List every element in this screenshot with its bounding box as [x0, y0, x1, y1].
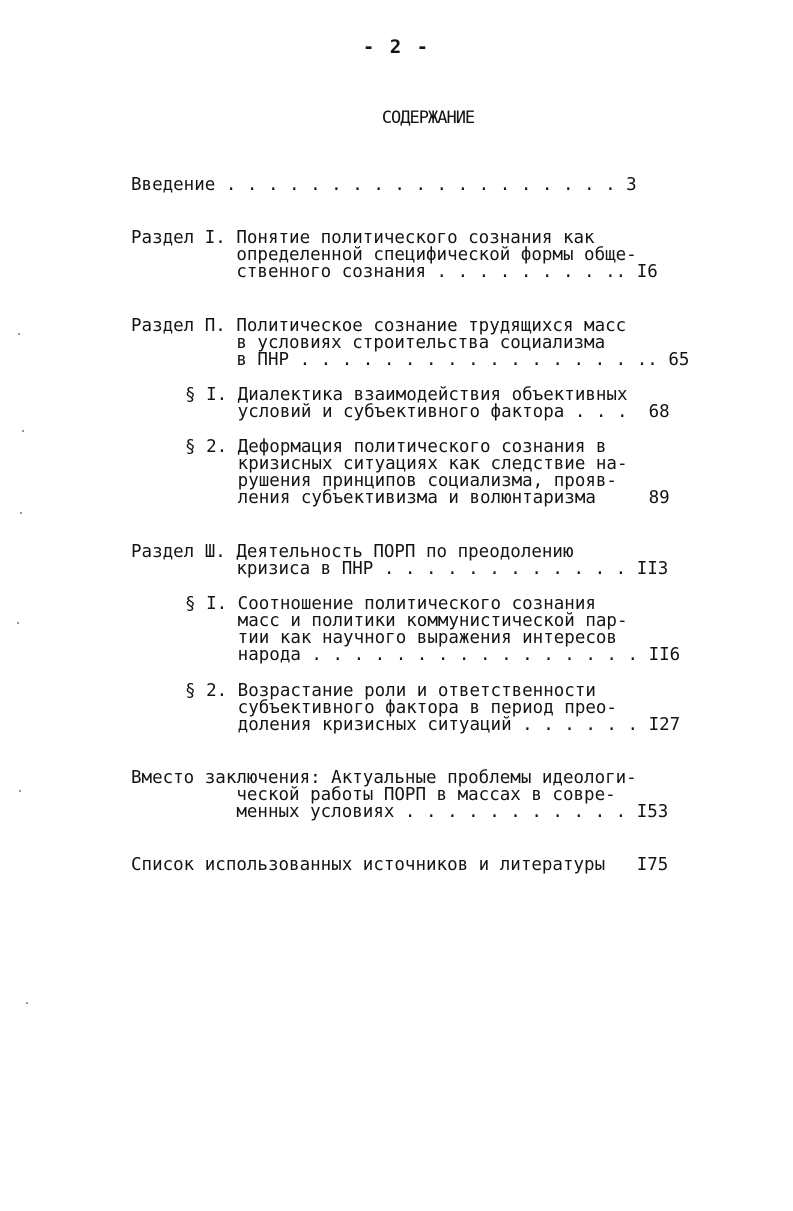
toc-entry-subsection-2-2-line-3: рушения принципов социализма, прояв-	[185, 471, 617, 491]
toc-entry-subsection-3-1-line-4: народа . . . . . . . . . . . . . . . . II6	[185, 645, 681, 665]
toc-entry-subsection-2-1-line-1: § I. Диалектика взаимодействия объективных	[185, 385, 628, 405]
page-number: - 2 -	[362, 36, 431, 58]
toc-entry-subsection-3-2-line-2: субъективного фактора в период прео-	[185, 698, 617, 718]
contents-heading: СОДЕРЖАНИЕ	[381, 108, 475, 128]
scan-speck	[17, 622, 19, 624]
toc-entry-section-2-line-1: Раздел П. Политическое сознание трудящихся масс	[131, 316, 627, 336]
toc-entry-section-1-line-1: Раздел I. Понятие политического сознания как	[131, 228, 595, 248]
toc-entry-section-3-line-1: Раздел Ш. Деятельность ПОРП по преодолению	[131, 542, 574, 562]
toc-entry-subsection-2-2-line-1: § 2. Деформация политического сознания в	[185, 437, 607, 457]
toc-entry-conclusion-line-2: ческой работы ПОРП в массах в совре-	[131, 785, 616, 805]
toc-entry-subsection-2-2-line-4: ления субъективизма и волюнтаризма 89	[185, 488, 670, 508]
scan-speck	[22, 430, 24, 432]
toc-entry-subsection-3-1-line-2: масс и политики коммунистической пар-	[185, 611, 628, 631]
toc-entry-bibliography: Список использованных источников и литературы I75	[131, 855, 669, 875]
toc-entry-conclusion-line-1: Вместо заключения: Актуальные проблемы идеологи-	[131, 768, 637, 788]
scan-speck	[26, 1002, 28, 1004]
toc-entry-subsection-3-2-line-1: § 2. Возрастание роли и ответственности	[185, 681, 596, 701]
toc-entry-introduction: Введение . . . . . . . . . . . . . . . . . . . 3	[131, 175, 637, 195]
toc-entry-section-2-line-3: в ПНР . . . . . . . . . . . . . . . . .. 65	[131, 350, 690, 370]
toc-entry-subsection-2-1-line-2: условий и субъективного фактора . . . 68	[185, 402, 670, 422]
toc-entry-subsection-3-2-line-3: доления кризисных ситуаций . . . . . . I27	[185, 715, 681, 735]
toc-entry-subsection-3-1-line-1: § I. Соотношение политического сознания	[185, 594, 596, 614]
toc-entry-section-2-line-2: в условиях строительства социализма	[131, 333, 606, 353]
toc-entry-subsection-2-2-line-2: кризисных ситуациях как следствие на-	[185, 454, 628, 474]
toc-entry-subsection-3-1-line-3: тии как научного выражения интересов	[185, 628, 617, 648]
toc-entry-section-3-line-2: кризиса в ПНР . . . . . . . . . . . . II3	[131, 559, 669, 579]
toc-entry-conclusion-line-3: менных условиях . . . . . . . . . . . I53	[131, 802, 669, 822]
scan-speck	[20, 512, 22, 514]
scan-speck	[19, 790, 21, 792]
scan-speck	[18, 333, 20, 335]
toc-entry-section-1-line-2: определенной специфической формы обще-	[131, 245, 637, 265]
toc-entry-section-1-line-3: ственного сознания . . . . . . . . .. I6	[131, 262, 658, 282]
